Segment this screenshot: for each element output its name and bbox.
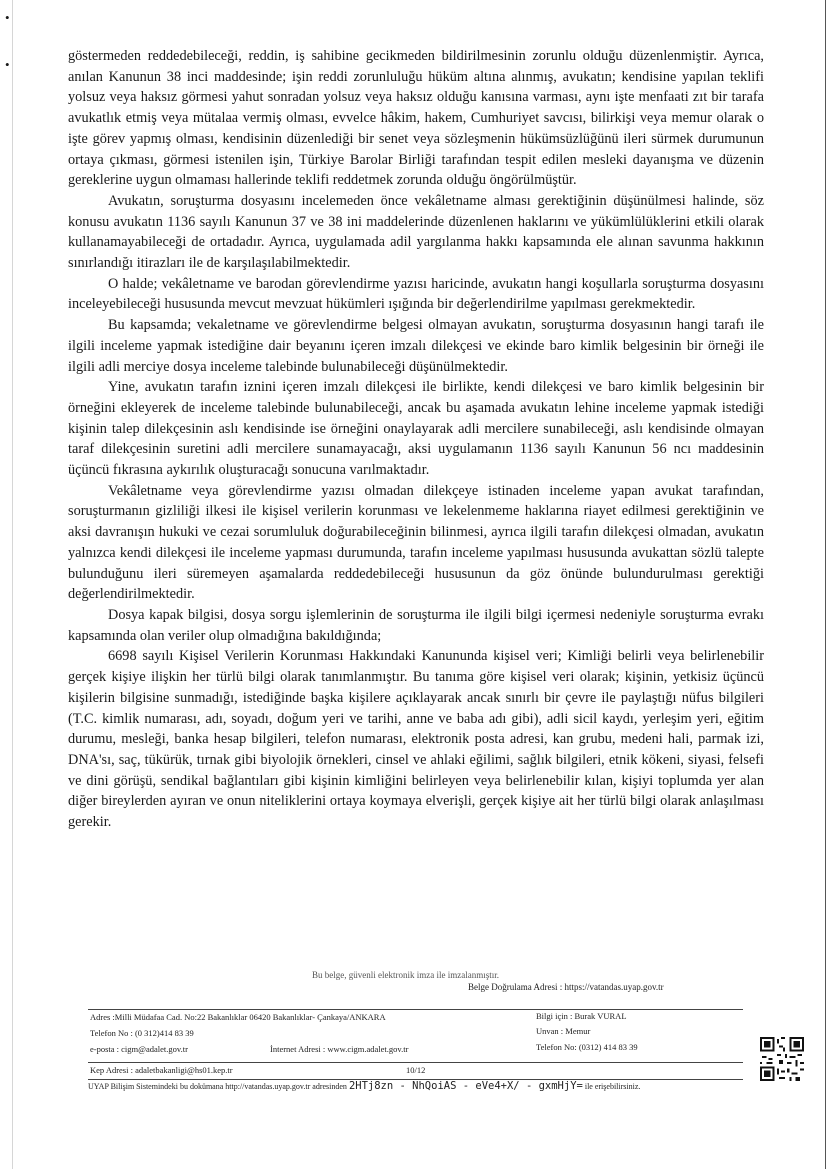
scan-dot: •: [5, 57, 10, 72]
paragraph: O halde; vekâletname ve barodan görevlendirme yazısı haricinde, avukatın hangi koşullarla soruşturma dosyasını inceleyebileceği hususunda mevcut mevzuat hükümleri ışığında bir değerlendirilme yapılması gerekmektedir.: [68, 275, 764, 313]
paragraph: Vekâletname veya görevlendirme yazısı olmadan dilekçeye istinaden inceleme yapan avukat tarafından, soruşturmanın gizliliği ilkesi ile kişisel verilerin korunması ve lekelenmeme haklarına riayet edilmesi gerektiğinin ve aksi davranışın hukuki ve cezai sorumluluk doğurabileceğinin bilinmesi, ayrıca ilgili tarafın dilekçesi olmadan, avukatın yalnızca kendi dilekçesi ile inceleme yapması durumunda, tarafın inceleme yapılması hususunda avukattan sözlü talepte bulunduğunu ileri süremeyen aşamalarda reddedebileceği hususunun da göz önünde bulundurulması gerektiği değerlendirilmektedir.: [68, 482, 764, 603]
footer-divider: [88, 1009, 743, 1010]
footer-contact: Bilgi için : Burak VURAL: [536, 1011, 627, 1021]
scan-margin-line: [12, 0, 13, 1169]
qr-code-icon: [760, 1037, 804, 1081]
uyap-suffix: ile erişebilirsiniz.: [584, 1082, 641, 1091]
document-body: [68, 46, 764, 833]
scan-dot: •: [5, 10, 10, 25]
document-code: 2HTj8zn - NhQoiAS - eVe4+X/ - gxmHjY=: [348, 1080, 583, 1092]
paragraph: göstermeden reddedebileceği, reddin, iş sahibine gecikmeden bildirilmesinin zorunlu olduğu düzenlenmiştir. Ayrıca, anılan Kanunun 38 inci maddesinde; işin reddi zorunluluğu hüküm altına alınmış, avukatın; kendisine yapılan teklifi yolsuz veya haksız görmesi yahut sonradan yolsuz veya haksız olduğu kanısına varması, aynı işte menfaati zıt bir tarafa avukatlık etmiş veya mütalaa vermiş olması, evvelce hâkim, hakem, Cumhuriyet savcısı, bilirkişi veya memur olarak o işte görev yapmış olması, kendisinin düzenlediği bir senet veya sözleşmenin hükümsüzlüğünü ileri sürmek durumunun ortaya çıkması, görmesi istenilen işin, Türkiye Barolar Birliği tarafından tespit edilen mesleki dayanışma ve düzenin gereklerine uygun olmaması hallerinde teklifi reddetmek zorunda olduğu öngörülmüştür.: [68, 48, 764, 189]
footer-kep: Kep Adresi : adaletbakanligi@hs01.kep.tr: [90, 1065, 233, 1075]
footer-email: e-posta : cigm@adalet.gov.tr: [90, 1044, 188, 1054]
paragraph: Yine, avukatın tarafın iznini içeren imzalı dilekçesi ile birlikte, kendi dilekçesi ve baro kimlik belgesinin bir örneğini ekleyerek de inceleme talebinde bulunabileceği, ancak bu aşamada avukatın lehine inceleme yapmak istediği kişinin talep dilekçesinin aslı kendisinde ise örneğini onaylayarak adli mercilere sunabileceği, aslı kendisinde olmayan taraf dilekçesinin suretini adli mercilere sunamayacağı, aksi uygulamanın 1136 sayılı Kanunun 56 ncı maddesinin üçüncü fıkrasına aykırılık oluşturacağı sonucuna varılmaktadır.: [68, 379, 764, 479]
uyap-prefix: UYAP Bilişim Sistemindeki bu dokümana http://vatandas.uyap.gov.tr adresinden: [88, 1082, 347, 1091]
paragraph: 6698 sayılı Kişisel Verilerin Korunması Hakkındaki Kanununda kişisel veri; Kimliği belirli veya belirlenebilir gerçek kişiye ilişkin her türlü bilgi olarak tanımlanmıştır. Bu tanıma göre kişisel veri olarak; kişinin, yetkisiz üçüncü kişilerin bilgisine sunmadığı, istediğinde başka kişilere açıklayarak ancak sınırlı bir çevre ile paylaştığı nüfus bilgileri (T.C. kimlik numarası, adı, soyadı, doğum yeri ve tarihi, anne ve baba adı gibi), adli sicil kaydı, yerleşim yeri, eğitim durumu, mesleği, banka hesap bilgileri, telefon numarası, elektronik posta adresi, kan grubu, medeni hali, parmak izi, DNA'sı, saç, tükürük, tırnak gibi biyolojik örnekleri, cinsel ve ahlaki eğilimi, sağlık bilgileri, etnik kökeni, siyasi, felsefi ve dini görüşü, sendikal bağlantıları gibi kişinin kimliğini belirleyen veya belirlenebilir kılan, kişiyi toplumda yer alan diğer bireylerden ayıran ve onun niteliklerini ortaya koymaya elverişli, gerçek kişiye ait her türlü bilgi olarak anlaşılması gerekir.: [68, 648, 764, 831]
footer-internet: İnternet Adresi : www.cigm.adalet.gov.tr: [270, 1044, 409, 1054]
uyap-access-line: [88, 1080, 640, 1092]
paragraph: Bu kapsamda; vekaletname ve görevlendirme belgesi olmayan avukatın, soruşturma dosyasının hangi tarafı ile ilgili inceleme yapmak istediğine dair beyanını içeren imzalı dilekçesi ve ekinde baro kimlik belgesinin bir örneği ile ilgili adli merciye dosya inceleme talebinde bulunabileceği düşünülmektedir.: [68, 317, 764, 375]
footer-divider: [88, 1062, 743, 1063]
footer-address: Adres :Milli Müdafaa Cad. No:22 Bakanlıklar 06420 Bakanlıklar- Çankaya/ANKARA: [90, 1012, 386, 1022]
paragraph: Avukatın, soruşturma dosyasını incelemeden önce vekâletname alması gerektiğinin düşünülmesi halinde, söz konusu avukatın 1136 sayılı Kanunun 37 ve 38 ini maddelerinde düzenlenen haklarını ve yükümlülüklerini etkili olarak kullanamayabileceği de ortadadır. Ayrıca, uygulamada adil yargılanma hakkı kapsamında ele alınan savunma hakkının sınırlandığı itirazları ile de karşılaşılabilmektedir.: [68, 192, 764, 272]
e-signature-note: Bu belge, güvenli elektronik imza ile imzalanmıştır.: [312, 970, 499, 980]
verification-address: Belge Doğrulama Adresi : https://vatandas.uyap.gov.tr: [468, 982, 664, 992]
footer-contact-phone: Telefon No: (0312) 414 83 39: [536, 1042, 638, 1052]
footer-phone: Telefon No : (0 312)414 83 39: [90, 1028, 194, 1038]
paragraph: Dosya kapak bilgisi, dosya sorgu işlemlerinin de soruşturma ile ilgili bilgi içermesi nedeniyle soruşturma evrakı kapsamında olan veriler olup olmadığına bakıldığında;: [68, 606, 764, 644]
page-number: 10/12: [406, 1065, 426, 1075]
footer-title: Unvan : Memur: [536, 1026, 591, 1036]
